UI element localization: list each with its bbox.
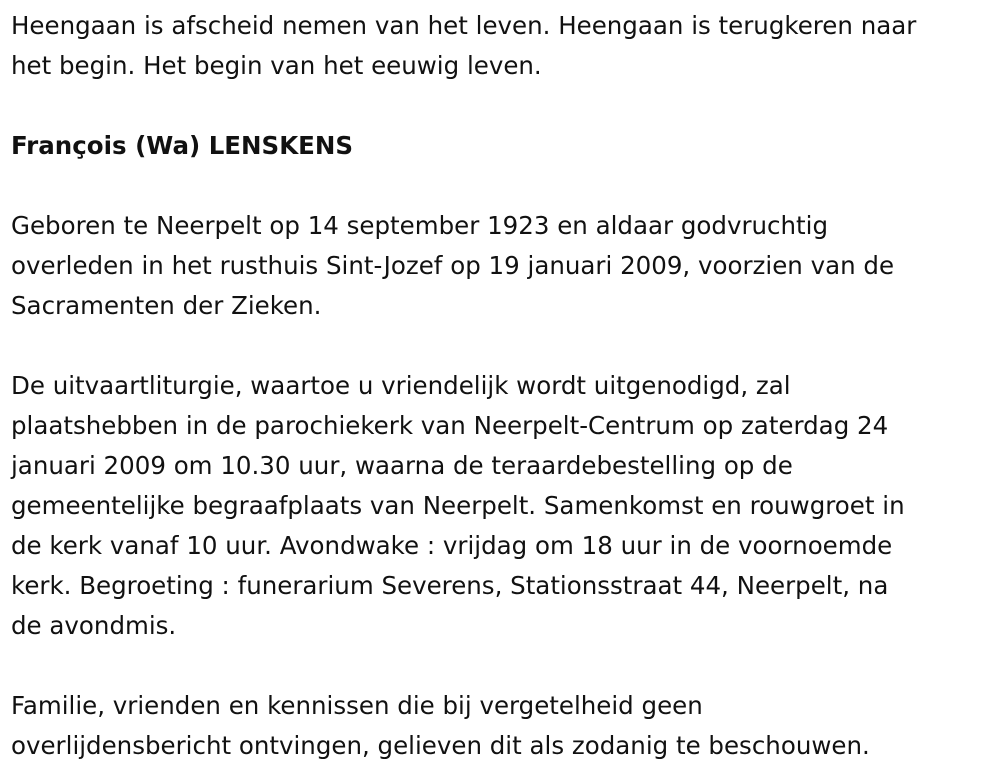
paragraph-spacer xyxy=(11,646,1000,686)
paragraph-spacer xyxy=(11,166,1000,206)
paragraph-spacer xyxy=(11,86,1000,126)
paragraph-spacer xyxy=(11,326,1000,366)
closing-paragraph: Familie, vrienden en kennissen die bij vergetelheid geen overlijdensbericht ontvingen, gelieven dit als zodanig te beschouwen. xyxy=(11,691,870,760)
intro-paragraph: Heengaan is afscheid nemen van het leven. Heengaan is terugkeren naar het begin. Het begin van het eeuwig leven. xyxy=(11,11,917,80)
funeral-details-paragraph: De uitvaartliturgie, waartoe u vriendelijk wordt uitgenodigd, zal plaatshebben in de parochiekerk van Neerpelt-Centrum op zaterdag 24 januari 2009 om 10.30 uur, waarna de teraardebestelling op de gemeentelijke begraafplaats van Neerpelt. Samenkomst en rouwgroet in de kerk vanaf 10 uur. Avondwake : vrijdag om 18 uur in de voornoemde kerk. Begroeting : funerarium Severens, Stationsstraat 44, Neerpelt, na de avondmis. xyxy=(11,371,905,640)
birth-death-paragraph: Geboren te Neerpelt op 14 september 1923 en aldaar godvruchtig overleden in het rusthuis Sint-Jozef op 19 januari 2009, voorzien van de Sacramenten der Zieken. xyxy=(11,211,895,320)
deceased-name: François (Wa) LENSKENS xyxy=(11,131,354,160)
